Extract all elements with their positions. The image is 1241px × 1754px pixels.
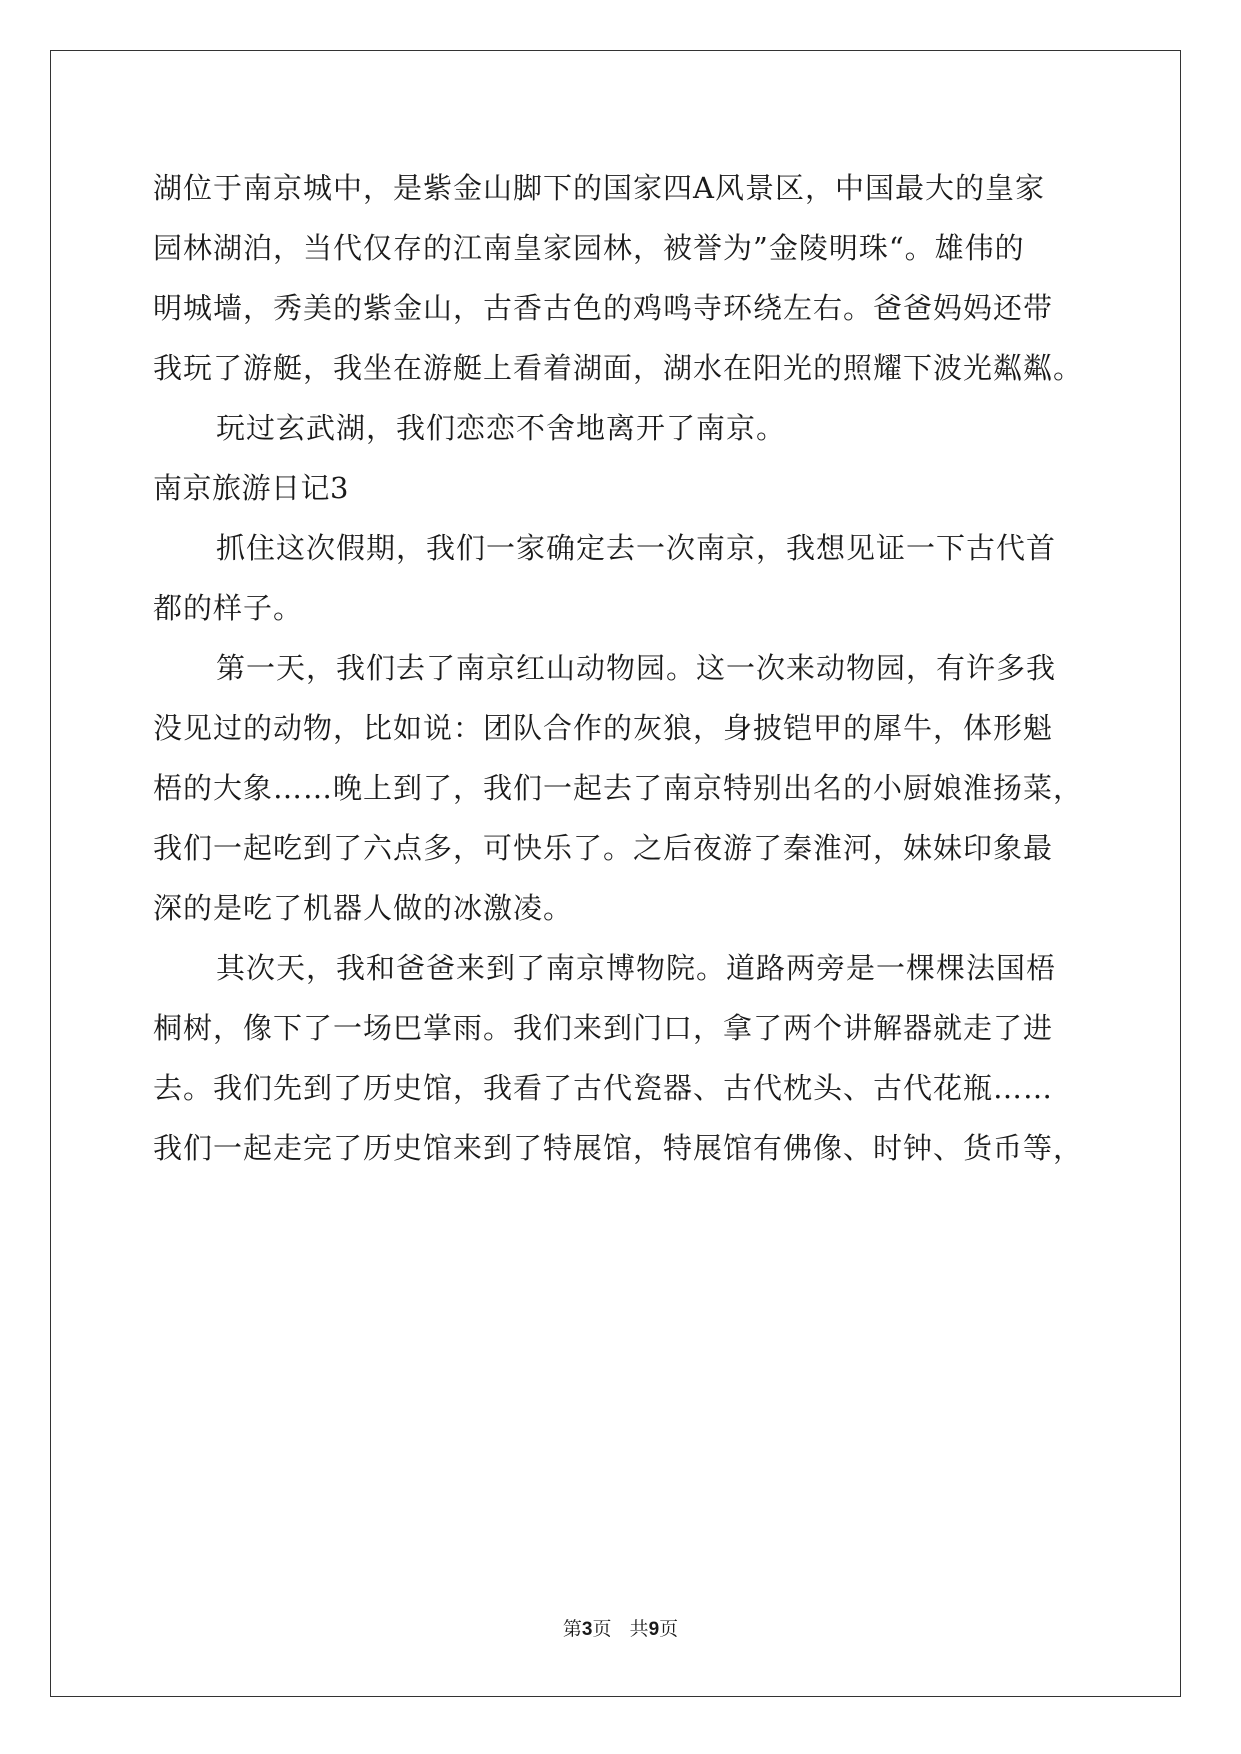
text-line: 都的样子。 [153,591,304,625]
text-line: 我们一起走完了历史馆来到了特展馆，特展馆有佛像、时钟、货币等， [153,1131,1084,1165]
total-pages-number: 9 [648,1619,660,1640]
text-line: 园林湖泊，当代仅存的江南皇家园林，被誉为”金陵明珠“。雄伟的 [153,231,1025,265]
footer-prefix: 第 [562,1618,582,1640]
text-line: 抓住这次假期，我们一家确定去一次南京，我想见证一下古代首 [216,531,1057,565]
current-page-number: 3 [581,1619,593,1640]
text-line: 梧的大象……晚上到了，我们一起去了南京特别出名的小厨娘淮扬菜， [153,771,1084,805]
text-line: 明城墙，秀美的紫金山，古香古色的鸡鸣寺环绕左右。爸爸妈妈还带 [153,291,1054,325]
text-line: 其次天，我和爸爸来到了南京博物院。道路两旁是一棵棵法国梧 [216,951,1057,985]
footer-middle: 页 共 [592,1618,649,1640]
text-line: 我玩了游艇，我坐在游艇上看着湖面，湖水在阳光的照耀下波光粼粼。 [153,351,1084,385]
text-line: 第一天，我们去了南京红山动物园。这一次来动物园，有许多我 [216,651,1057,685]
text-line: 我们一起吃到了六点多，可快乐了。之后夜游了秦淮河，妹妹印象最 [153,831,1054,865]
section-heading: 南京旅游日记3 [153,471,349,505]
text-line: 桐树，像下了一场巴掌雨。我们来到门口，拿了两个讲解器就走了进 [153,1011,1054,1045]
footer-suffix: 页 [659,1618,679,1640]
text-line: 湖位于南京城中，是紫金山脚下的国家四A风景区，中国最大的皇家 [153,171,1045,205]
text-line: 深的是吃了机器人做的冰激凌。 [153,891,574,925]
text-line: 玩过玄武湖，我们恋恋不舍地离开了南京。 [216,411,787,445]
text-line: 去。我们先到了历史馆，我看了古代瓷器、古代枕头、古代花瓶…… [153,1071,1054,1105]
text-line: 没见过的动物，比如说：团队合作的灰狼，身披铠甲的犀牛，体形魁 [153,711,1054,745]
page-footer [0,1614,1241,1641]
